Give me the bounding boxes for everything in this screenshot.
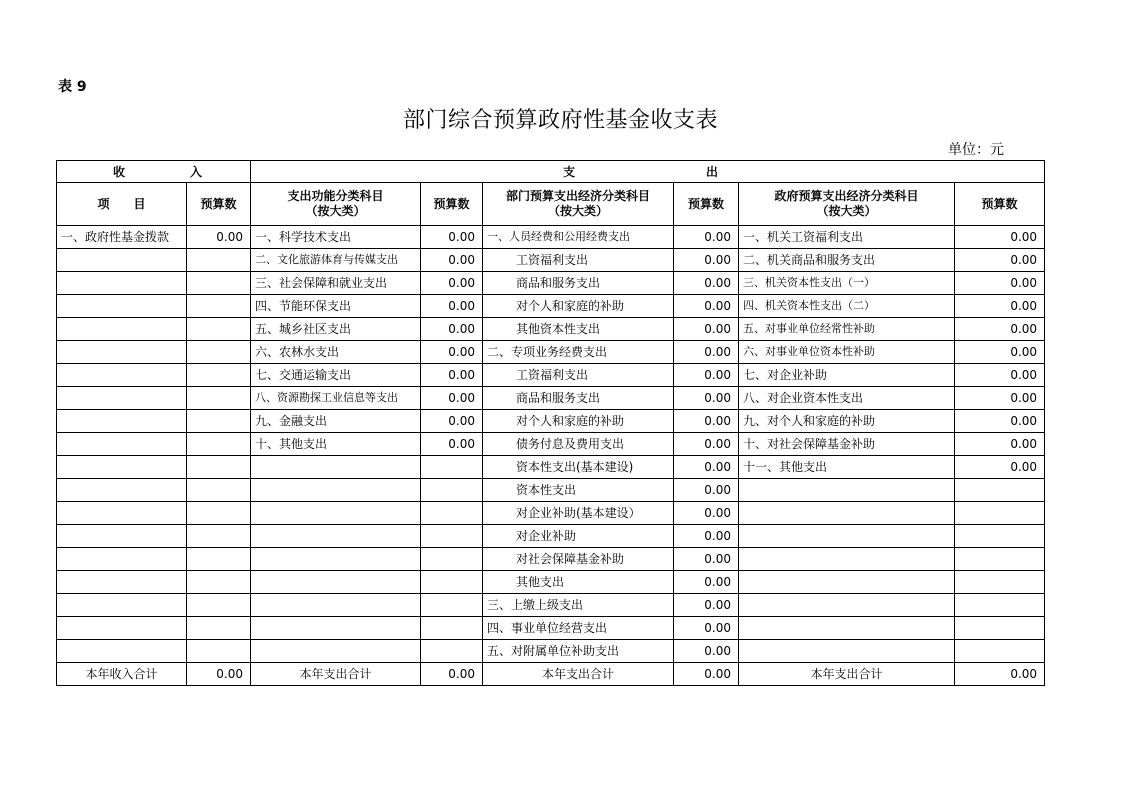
income-budget-cell <box>187 272 251 295</box>
gov-econ-header-line1: 政府预算支出经济分类科目 <box>774 189 919 203</box>
col-header-budget: 预算数 <box>674 183 739 226</box>
gov-econ-item-cell: 十、对社会保障基金补助 <box>739 433 955 456</box>
gov-econ-item-cell: 十一、其他支出 <box>739 456 955 479</box>
gov-econ-budget-cell <box>955 548 1045 571</box>
table-row <box>57 318 1045 341</box>
function-budget-cell <box>421 640 483 663</box>
function-budget-cell: 0.00 <box>421 433 483 456</box>
table-row <box>57 479 1045 502</box>
dept-econ-item-cell: 二、专项业务经费支出 <box>483 341 674 364</box>
function-budget-cell <box>421 456 483 479</box>
col-header-budget: 预算数 <box>187 183 251 226</box>
function-budget-cell: 0.00 <box>421 318 483 341</box>
dept-econ-budget-cell: 0.00 <box>674 571 739 594</box>
gov-econ-budget-cell <box>955 594 1045 617</box>
dept-econ-item-cell: 商品和服务支出 <box>483 272 674 295</box>
unit-label: 单位：元 <box>948 142 1004 158</box>
function-budget-cell <box>421 594 483 617</box>
dept-econ-budget-cell: 0.00 <box>674 617 739 640</box>
col-header-dept-econ <box>483 183 674 226</box>
table-row <box>57 249 1045 272</box>
gov-econ-item-cell: 二、机关商品和服务支出 <box>739 249 955 272</box>
function-item-cell: 七、交通运输支出 <box>251 364 421 387</box>
dept-econ-budget-cell: 0.00 <box>674 295 739 318</box>
table-row <box>57 433 1045 456</box>
function-budget-cell: 0.00 <box>421 249 483 272</box>
gov-econ-item-cell: 五、对事业单位经常性补助 <box>739 318 955 341</box>
gov-econ-budget-cell: 0.00 <box>955 272 1045 295</box>
dept-econ-budget-cell: 0.00 <box>674 502 739 525</box>
col-header-budget: 预算数 <box>421 183 483 226</box>
page-title: 部门综合预算政府性基金收支表 <box>402 108 718 133</box>
dept-econ-budget-cell: 0.00 <box>674 364 739 387</box>
function-item-cell: 一、科学技术支出 <box>251 226 421 249</box>
table-row <box>57 548 1045 571</box>
income-char-1: 收 <box>113 164 126 179</box>
income-budget-cell <box>187 502 251 525</box>
dept-econ-item-cell: 对个人和家庭的补助 <box>483 410 674 433</box>
income-item-cell <box>57 433 187 456</box>
function-item-cell: 九、金融支出 <box>251 410 421 433</box>
income-item-cell <box>57 272 187 295</box>
function-budget-cell: 0.00 <box>421 272 483 295</box>
income-item-cell <box>57 525 187 548</box>
income-item-cell <box>57 249 187 272</box>
dept-econ-budget-cell: 0.00 <box>674 548 739 571</box>
income-item-cell <box>57 502 187 525</box>
budget-table <box>56 160 1045 686</box>
function-budget-cell <box>421 479 483 502</box>
function-budget-cell: 0.00 <box>421 387 483 410</box>
function-budget-cell: 0.00 <box>421 226 483 249</box>
dept-econ-item-cell: 债务付息及费用支出 <box>483 433 674 456</box>
income-budget-cell <box>187 548 251 571</box>
gov-econ-budget-cell: 0.00 <box>955 249 1045 272</box>
gov-econ-item-cell: 三、机关资本性支出（一） <box>739 272 955 295</box>
income-budget-cell <box>187 594 251 617</box>
dept-econ-budget-cell: 0.00 <box>674 525 739 548</box>
function-item-cell: 十、其他支出 <box>251 433 421 456</box>
gov-econ-item-cell: 七、对企业补助 <box>739 364 955 387</box>
gov-econ-item-cell <box>739 617 955 640</box>
function-budget-cell: 0.00 <box>421 364 483 387</box>
dept-econ-budget-cell: 0.00 <box>674 318 739 341</box>
gov-econ-budget-cell: 0.00 <box>955 226 1045 249</box>
function-item-cell: 二、文化旅游体育与传媒支出 <box>251 249 421 272</box>
table-row <box>57 594 1045 617</box>
gov-econ-budget-cell <box>955 502 1045 525</box>
function-header-line2: （按大类） <box>305 204 366 218</box>
income-total-label: 本年收入合计 <box>57 663 187 686</box>
dept-econ-item-cell: 对个人和家庭的补助 <box>483 295 674 318</box>
function-item-cell <box>251 525 421 548</box>
dept-econ-item-cell: 对社会保障基金补助 <box>483 548 674 571</box>
function-budget-cell: 0.00 <box>421 295 483 318</box>
income-item-cell <box>57 341 187 364</box>
gov-econ-item-cell <box>739 479 955 502</box>
income-item-cell <box>57 571 187 594</box>
income-item-cell <box>57 617 187 640</box>
gov-econ-budget-cell: 0.00 <box>955 295 1045 318</box>
dept-econ-header-line2: （按大类） <box>547 204 608 218</box>
income-budget-cell <box>187 479 251 502</box>
income-budget-cell <box>187 249 251 272</box>
income-total-value: 0.00 <box>187 663 251 686</box>
income-item-cell <box>57 456 187 479</box>
income-item-cell <box>57 410 187 433</box>
income-budget-cell <box>187 456 251 479</box>
gov-econ-item-cell <box>739 640 955 663</box>
gov-econ-item-cell: 八、对企业资本性支出 <box>739 387 955 410</box>
table-row <box>57 364 1045 387</box>
income-budget-cell <box>187 617 251 640</box>
function-budget-cell <box>421 617 483 640</box>
gov-econ-budget-cell: 0.00 <box>955 387 1045 410</box>
dept-econ-budget-cell: 0.00 <box>674 456 739 479</box>
dept-econ-item-cell: 工资福利支出 <box>483 364 674 387</box>
income-budget-cell <box>187 571 251 594</box>
function-item-cell <box>251 640 421 663</box>
income-item-cell <box>57 640 187 663</box>
income-group-header <box>57 161 251 183</box>
function-item-cell <box>251 548 421 571</box>
expense-char-2: 出 <box>706 164 719 179</box>
dept-econ-budget-cell: 0.00 <box>674 594 739 617</box>
function-budget-cell: 0.00 <box>421 410 483 433</box>
income-item-cell <box>57 295 187 318</box>
dept-econ-total-value: 0.00 <box>674 663 739 686</box>
income-budget-cell: 0.00 <box>187 226 251 249</box>
dept-econ-item-cell: 其他支出 <box>483 571 674 594</box>
dept-econ-item-cell: 三、上缴上级支出 <box>483 594 674 617</box>
gov-econ-total-label: 本年支出合计 <box>739 663 955 686</box>
dept-econ-budget-cell: 0.00 <box>674 640 739 663</box>
expense-char-1: 支 <box>563 164 576 179</box>
income-item-cell: 一、政府性基金拨款 <box>57 226 187 249</box>
gov-econ-budget-cell: 0.00 <box>955 456 1045 479</box>
gov-econ-item-cell <box>739 548 955 571</box>
income-budget-cell <box>187 387 251 410</box>
expense-group-header <box>251 161 1045 183</box>
function-item-cell: 四、节能环保支出 <box>251 295 421 318</box>
table-row <box>57 272 1045 295</box>
table-row <box>57 410 1045 433</box>
function-item-cell: 五、城乡社区支出 <box>251 318 421 341</box>
gov-econ-item-cell <box>739 525 955 548</box>
function-total-label: 本年支出合计 <box>251 663 421 686</box>
table-number-label: 表 9 <box>58 79 87 95</box>
table-row <box>57 571 1045 594</box>
function-item-cell <box>251 617 421 640</box>
function-budget-cell <box>421 502 483 525</box>
gov-econ-budget-cell: 0.00 <box>955 364 1045 387</box>
dept-econ-budget-cell: 0.00 <box>674 341 739 364</box>
dept-econ-budget-cell: 0.00 <box>674 272 739 295</box>
dept-econ-item-cell: 工资福利支出 <box>483 249 674 272</box>
function-budget-cell <box>421 525 483 548</box>
income-budget-cell <box>187 295 251 318</box>
income-budget-cell <box>187 318 251 341</box>
column-header-row <box>57 183 1045 226</box>
gov-econ-budget-cell: 0.00 <box>955 318 1045 341</box>
function-header-line1: 支出功能分类科目 <box>287 189 384 203</box>
function-budget-cell: 0.00 <box>421 341 483 364</box>
table-row <box>57 295 1045 318</box>
function-item-cell <box>251 479 421 502</box>
table-row <box>57 502 1045 525</box>
gov-econ-budget-cell: 0.00 <box>955 433 1045 456</box>
table-row <box>57 617 1045 640</box>
dept-econ-budget-cell: 0.00 <box>674 410 739 433</box>
dept-econ-item-cell: 四、事业单位经营支出 <box>483 617 674 640</box>
col-header-gov-econ <box>739 183 955 226</box>
gov-econ-item-cell <box>739 594 955 617</box>
group-header-row <box>57 161 1045 183</box>
dept-econ-item-cell: 一、人员经费和公用经费支出 <box>483 226 674 249</box>
dept-econ-item-cell: 对企业补助 <box>483 525 674 548</box>
gov-econ-header-line2: （按大类） <box>816 204 877 218</box>
col-header-budget: 预算数 <box>955 183 1045 226</box>
income-item-cell <box>57 387 187 410</box>
income-budget-cell <box>187 640 251 663</box>
function-item-cell <box>251 502 421 525</box>
table-row <box>57 226 1045 249</box>
income-item-cell <box>57 318 187 341</box>
income-item-cell <box>57 594 187 617</box>
table-row <box>57 341 1045 364</box>
gov-econ-budget-cell <box>955 479 1045 502</box>
income-budget-cell <box>187 433 251 456</box>
gov-econ-budget-cell <box>955 571 1045 594</box>
dept-econ-item-cell: 对企业补助(基本建设） <box>483 502 674 525</box>
table-row <box>57 387 1045 410</box>
dept-econ-budget-cell: 0.00 <box>674 387 739 410</box>
function-item-cell <box>251 594 421 617</box>
gov-econ-budget-cell: 0.00 <box>955 341 1045 364</box>
function-item-cell <box>251 456 421 479</box>
gov-econ-item-cell: 九、对个人和家庭的补助 <box>739 410 955 433</box>
dept-econ-budget-cell: 0.00 <box>674 433 739 456</box>
function-budget-cell <box>421 548 483 571</box>
table-row <box>57 525 1045 548</box>
function-budget-cell <box>421 571 483 594</box>
gov-econ-total-value: 0.00 <box>955 663 1045 686</box>
gov-econ-item-cell <box>739 502 955 525</box>
gov-econ-item-cell: 六、对事业单位资本性补助 <box>739 341 955 364</box>
gov-econ-item-cell <box>739 571 955 594</box>
table-row <box>57 456 1045 479</box>
gov-econ-budget-cell <box>955 640 1045 663</box>
dept-econ-item-cell: 商品和服务支出 <box>483 387 674 410</box>
income-budget-cell <box>187 341 251 364</box>
gov-econ-budget-cell <box>955 525 1045 548</box>
income-budget-cell <box>187 525 251 548</box>
dept-econ-item-cell: 资本性支出(基本建设) <box>483 456 674 479</box>
income-budget-cell <box>187 364 251 387</box>
table-row <box>57 640 1045 663</box>
income-char-2: 入 <box>189 164 202 179</box>
income-item-cell <box>57 548 187 571</box>
income-budget-cell <box>187 410 251 433</box>
gov-econ-budget-cell: 0.00 <box>955 410 1045 433</box>
dept-econ-item-cell: 资本性支出 <box>483 479 674 502</box>
gov-econ-item-cell: 一、机关工资福利支出 <box>739 226 955 249</box>
income-item-cell <box>57 364 187 387</box>
income-item-cell <box>57 479 187 502</box>
col-header-function <box>251 183 421 226</box>
dept-econ-total-label: 本年支出合计 <box>483 663 674 686</box>
dept-econ-item-cell: 其他资本性支出 <box>483 318 674 341</box>
col-header-item: 项 目 <box>57 183 187 226</box>
dept-econ-budget-cell: 0.00 <box>674 249 739 272</box>
function-item-cell: 三、社会保障和就业支出 <box>251 272 421 295</box>
dept-econ-header-line1: 部门预算支出经济分类科目 <box>505 189 650 203</box>
dept-econ-item-cell: 五、对附属单位补助支出 <box>483 640 674 663</box>
gov-econ-budget-cell <box>955 617 1045 640</box>
function-total-value: 0.00 <box>421 663 483 686</box>
function-item-cell <box>251 571 421 594</box>
gov-econ-item-cell: 四、机关资本性支出（二） <box>739 295 955 318</box>
function-item-cell: 六、农林水支出 <box>251 341 421 364</box>
dept-econ-budget-cell: 0.00 <box>674 479 739 502</box>
function-item-cell: 八、资源勘探工业信息等支出 <box>251 387 421 410</box>
dept-econ-budget-cell: 0.00 <box>674 226 739 249</box>
totals-row <box>57 663 1045 686</box>
